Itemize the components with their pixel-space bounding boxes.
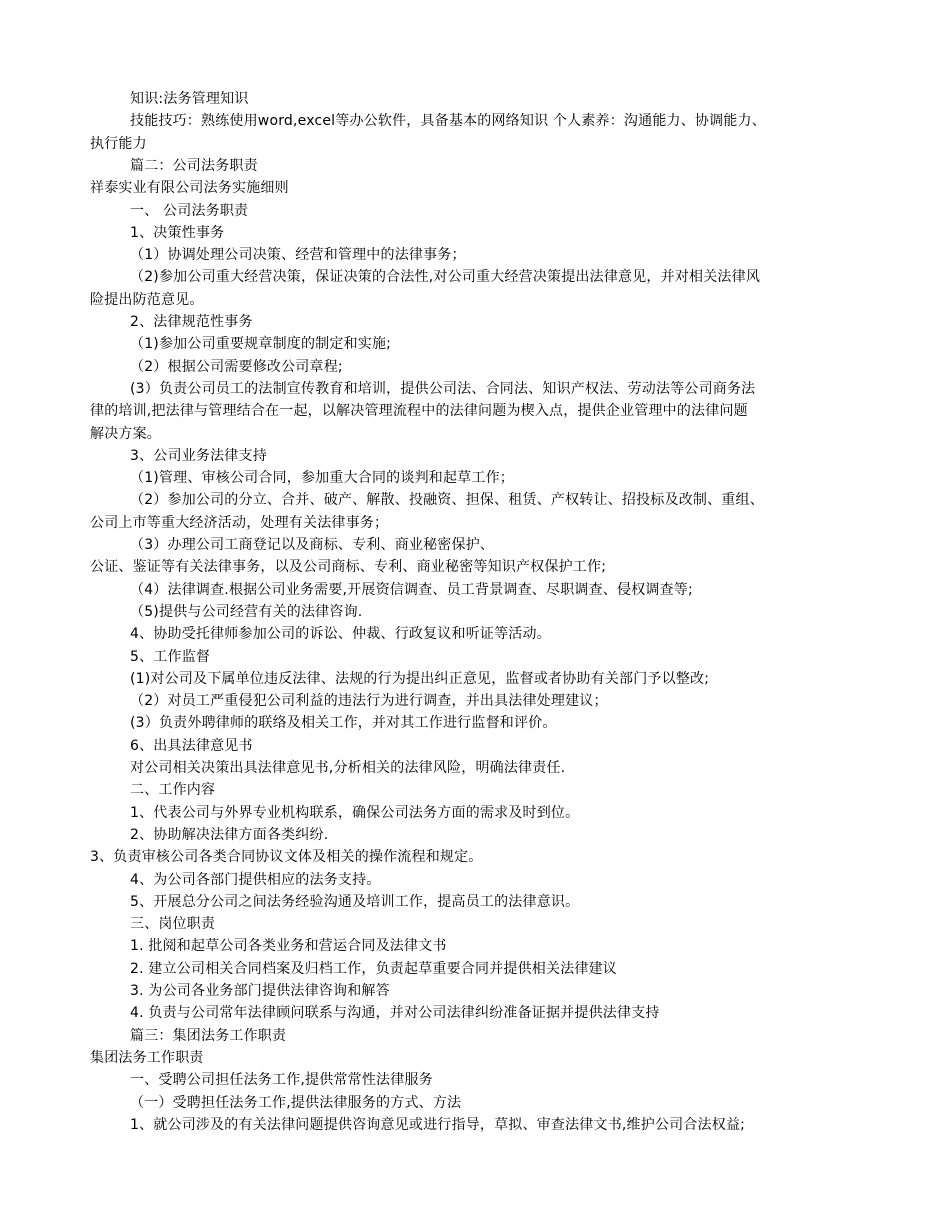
text-line: 5、工作监督 <box>130 648 211 665</box>
text-line: 2. 建立公司相关合同档案及归档工作，负责起草重要合同并提供相关法律建议 <box>130 960 618 977</box>
text-line: (3）负责公司员工的法制宣传教育和培训，提供公司法、合同法、知识产权法、劳动法等公司商务法 <box>130 380 756 397</box>
text-line: （2）根据公司需要修改公司章程; <box>130 358 343 375</box>
text-line: 技能技巧：熟练使用word,excel等办公软件，具备基本的网络知识 个人素养：沟通能力、协调能力、 <box>130 113 766 130</box>
text-line: 一、 公司法务职责 <box>130 202 249 219</box>
text-line: （5)提供与公司经营有关的法律咨询. <box>130 603 363 620</box>
text-line: 三、岗位职责 <box>130 916 216 933</box>
text-line: 对公司相关决策出具法律意见书,分析相关的法律风险，明确法律责任. <box>130 760 566 776</box>
text-line: 篇二：公司法务职责 <box>130 157 258 174</box>
text-line: 二、工作内容 <box>130 782 216 799</box>
text-line: 公司上市等重大经济活动，处理有关法律事务； <box>90 514 389 531</box>
text-line: 3、公司业务法律支持 <box>130 447 267 464</box>
text-line: 6、出具法律意见书 <box>130 737 253 754</box>
text-line: 律的培训,把法律与管理结合在一起，以解决管理流程中的法律问题为楔入点，提供企业管理中的法律问题 <box>90 403 748 420</box>
text-line: （1)参加公司重要规章制度的制定和实施; <box>130 336 392 353</box>
text-line: 1、代表公司与外界专业机构联系，确保公司法务方面的需求及时到位。 <box>130 804 580 821</box>
text-line: 祥泰实业有限公司法务实施细则 <box>90 180 289 197</box>
text-line: (1)对公司及下属单位违反法律、法规的行为提出纠正意见，监督或者协助有关部门予以整改; <box>130 670 710 687</box>
text-line: 2、协助解决法律方面各类纠纷. <box>130 826 329 843</box>
text-line: 执行能力 <box>90 135 147 152</box>
text-line: （2）参加公司的分立、合并、破产、解散、投融资、担保、租赁、产权转让、招投标及改制、重组、 <box>130 492 764 509</box>
text-line: 一、受聘公司担任法务工作,提供常常性法律服务 <box>130 1072 433 1089</box>
text-line: （2）对员工严重侵犯公司利益的违法行为进行调查，并出具法律处理建议； <box>130 693 608 710</box>
text-line: （4）法律调查.根据公司业务需要,开展资信调查、员工背景调查、尽职调查、侵权调查等; <box>130 581 693 598</box>
text-line: 篇三：集团法务工作职责 <box>130 1027 287 1044</box>
text-line: 3、负责审核公司各类合同协议文体及相关的操作流程和规定。 <box>90 849 483 866</box>
text-line: 公证、鉴证等有关法律事务，以及公司商标、专利、商业秘密等知识产权保护工作; <box>90 559 607 576</box>
text-line: 1、决策性事务 <box>130 224 225 241</box>
text-line: （2)参加公司重大经营决策，保证决策的合法性,对公司重大经营决策提出法律意见，并对相关法律风 <box>130 269 761 286</box>
text-line: （1）协调处理公司决策、经营和管理中的法律事务； <box>130 247 466 264</box>
text-line: 知识:法务管理知识 <box>130 91 249 107</box>
text-line: 3. 为公司各业务部门提供法律咨询和解答 <box>130 983 390 999</box>
text-line: 险提出防范意见。 <box>90 291 204 308</box>
text-line: （一）受聘担任法务工作,提供法律服务的方式、方法 <box>130 1094 462 1111</box>
text-line: 解决方案。 <box>90 425 161 442</box>
text-line: 集团法务工作职责 <box>90 1049 204 1066</box>
text-line: 2、法律规范性事务 <box>130 314 253 330</box>
text-line: 1. 批阅和起草公司各类业务和营运合同及法律文书 <box>130 938 447 955</box>
text-line: 4. 负责与公司常年法律顾问联系与沟通，并对公司法律纠纷准备证据并提供法律支持 <box>130 1005 660 1022</box>
text-line: 5、开展总分公司之间法务经验沟通及培训工作，提高员工的法律意识。 <box>130 893 580 910</box>
text-line: 1、就公司涉及的有关法律问题提供咨询意见或进行指导，草拟、审查法律文书,维护公司合法权益; <box>130 1116 746 1133</box>
text-line: 4、为公司各部门提供相应的法务支持。 <box>130 871 381 888</box>
text-line: （1)管理、审核公司合同，参加重大合同的谈判和起草工作； <box>130 470 514 487</box>
text-line: 4、协助受托律师参加公司的诉讼、仲裁、行政复议和听证等活动。 <box>130 626 551 643</box>
text-line: (3）负责外聘律师的联络及相关工作，并对其工作进行监督和评价。 <box>130 715 557 732</box>
text-line: （3）办理公司工商登记以及商标、专利、商业秘密保护、 <box>130 537 495 553</box>
